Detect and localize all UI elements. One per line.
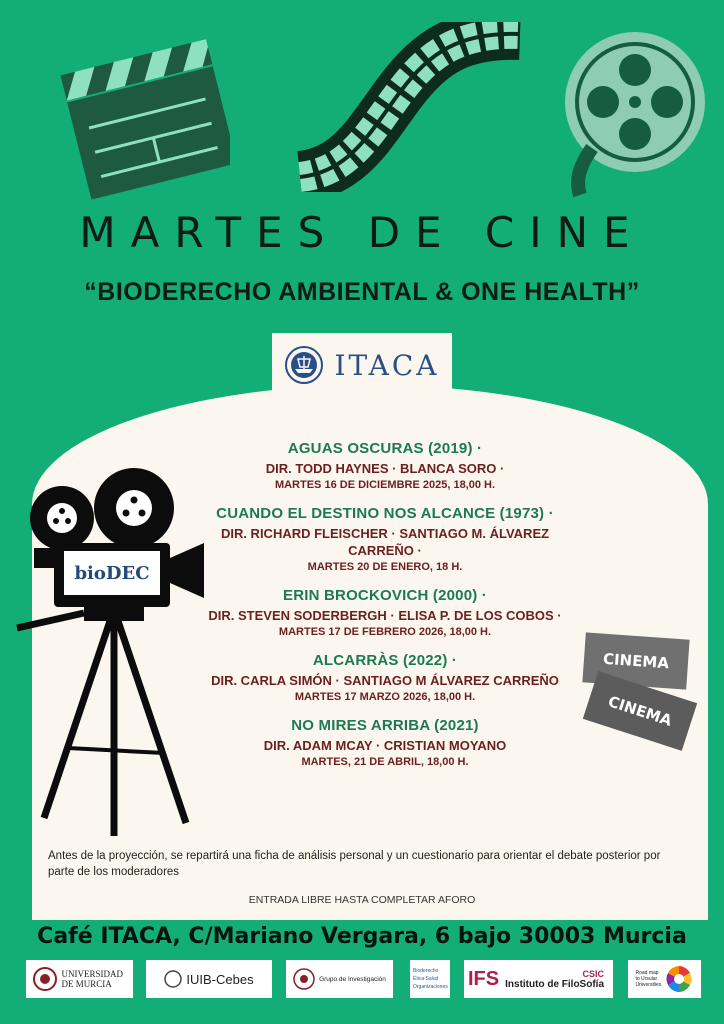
logo-universidad-murcia <box>26 960 133 998</box>
film-director: DIR. ADAM MCAY · CRISTIAN MOYANO <box>263 738 507 753</box>
logo-road-map <box>628 960 701 998</box>
itaca-logo-text: ITACA <box>334 348 440 382</box>
logo-csic-text: CSIC <box>582 968 605 979</box>
film-director: DIR. CARLA SIMÓN · SANTIAGO M ÁLVAREZ CARREÑO <box>211 673 559 688</box>
cinema-ticket-label: CINEMA <box>605 692 675 730</box>
logo-ifs-name: Instituto de FiloSofía <box>505 978 605 990</box>
film-title: CUANDO EL DESTINO NOS ALCANCE (1973) · <box>216 505 554 522</box>
film-entry <box>190 505 580 573</box>
movie-camera-icon <box>14 468 214 838</box>
ship-seal-icon <box>284 345 324 385</box>
logo-um-text: UNIVERSIDAD DE MURCIA <box>61 969 123 989</box>
logo-grupo-text: Grupo de Investigación <box>319 975 386 983</box>
film-title: AGUAS OSCURAS (2019) · <box>287 440 483 457</box>
film-director: DIR. TODD HAYNES · BLANCA SORO · <box>265 461 505 476</box>
logo-ifs-csic <box>464 960 613 998</box>
logo-road-text: Road map to Ursular Universities <box>635 970 662 988</box>
clapperboard-icon <box>50 15 230 200</box>
film-list <box>190 440 580 782</box>
logo-ifs-text: IFS <box>468 967 500 990</box>
biodec-logo-text: bioDEC <box>74 562 150 584</box>
poster-title: MARTES DE CINE <box>79 208 645 257</box>
poster-subtitle: “BIODERECHO AMBIENTAL & ONE HEALTH” <box>84 278 640 306</box>
university-seal-icon <box>32 966 58 992</box>
film-title: NO MIRES ARRIBA (2021) <box>291 717 479 734</box>
logo-besso <box>410 960 450 998</box>
film-title: ALCARRÀS (2022) · <box>312 652 458 669</box>
film-date: MARTES 16 DE DICIEMBRE 2025, 18,00 H. <box>274 479 496 491</box>
recycle-wheel-icon <box>664 964 694 994</box>
film-strip-icon <box>290 22 530 192</box>
film-entry <box>190 440 580 491</box>
film-director: DIR. STEVEN SODERBERGH · ELISA P. DE LOS COBOS · <box>208 608 562 623</box>
cinema-ticket-label: CINEMA <box>602 649 670 673</box>
film-director: DIR. RICHARD FLEISCHER · SANTIAGO M. ÁLVAREZ CARREÑO · <box>220 526 550 558</box>
logo-iuib-cebes <box>146 960 272 998</box>
biodec-logo <box>64 551 160 595</box>
film-date: MARTES 17 DE FEBRERO 2026, 18,00 H. <box>278 626 492 638</box>
film-date: MARTES, 21 DE ABRIL, 18,00 H. <box>301 756 469 768</box>
venue-address: Café ITACA, C/Mariano Vergara, 6 bajo 30003 Murcia <box>37 924 687 949</box>
film-entry <box>190 717 580 768</box>
film-title: ERIN BROCKOVICH (2000) · <box>283 587 487 604</box>
grupo-seal-icon <box>293 968 315 990</box>
film-entry <box>190 587 580 638</box>
iuib-seal-icon <box>164 970 182 988</box>
film-date: MARTES 20 DE ENERO, 18 H. <box>307 561 463 573</box>
free-entry-notice: ENTRADA LIBRE HASTA COMPLETAR AFORO <box>248 894 476 906</box>
itaca-logo <box>272 333 452 397</box>
screening-note: Antes de la proyección, se repartirá una ficha de análisis personal y un cuestionario para orientar el debate posterior por parte de los moderadores <box>48 850 661 878</box>
logo-iuib-text: IUIB-Cebes <box>186 971 254 987</box>
logo-grupo-investigacion <box>286 960 393 998</box>
film-date: MARTES 17 MARZO 2026, 18,00 H. <box>294 691 476 703</box>
logo-besso-text: Bioderecho Ética Salud Organizaciones <box>413 968 448 990</box>
film-reel-icon <box>560 30 710 200</box>
film-entry <box>190 652 580 703</box>
